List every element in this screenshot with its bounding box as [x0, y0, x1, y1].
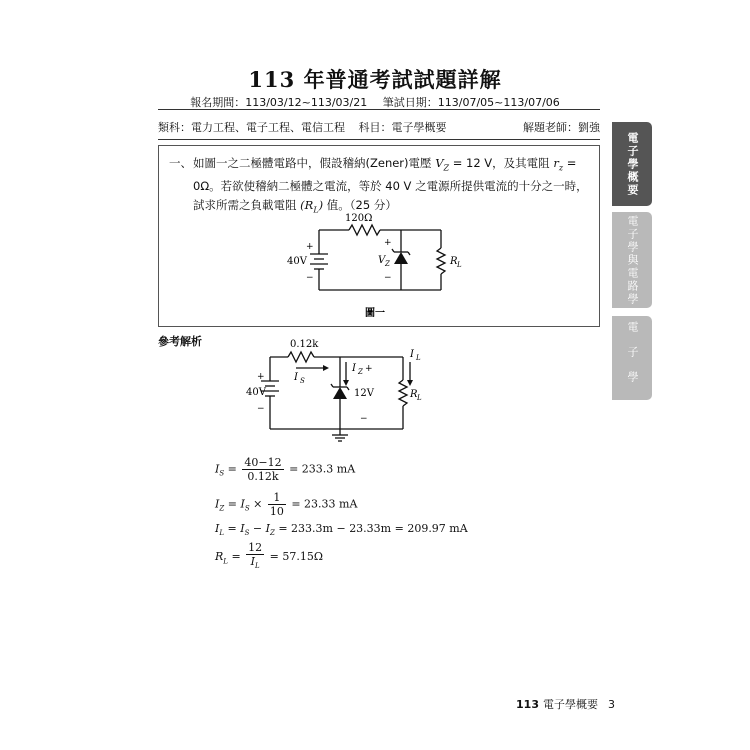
zener-diode-symbol [394, 252, 408, 264]
eq2-numerator: 1 [268, 491, 286, 505]
eq2-result: = 23.33 mA [291, 497, 358, 511]
equation-iz: $I_Z = I_S$ × $\frac{1}{10}$ = 23.33 mA [215, 491, 358, 518]
equation-il: $I_L = I_S - I_Z = 233.3m - 23.33m = 209.97$ mA [215, 522, 468, 538]
is-arrow-head [323, 365, 329, 371]
figure-1-circuit [279, 208, 479, 323]
fig1-minus: − [306, 273, 314, 283]
fig2-load-label: R [410, 389, 418, 400]
question-part4: 值。（25 分） [326, 198, 397, 213]
eq3-rhs: = 233.3m − 23.33m = 209.97 mA [278, 522, 468, 535]
solution-label: 參考解析 [158, 335, 202, 348]
fig2-iz-sub: Z [358, 368, 363, 376]
iz-arrow-head [343, 380, 349, 386]
exam-dates [150, 94, 600, 110]
eq4-result: = 57.15Ω [269, 550, 323, 564]
fig1-plus: + [306, 242, 314, 252]
category: 類科：電力工程、電子工程、電信工程 [158, 121, 345, 134]
eq1-result: = 233.3 mA [289, 462, 356, 476]
fig2-zener-voltage: 12V [354, 388, 374, 399]
question-part2: ，及其電阻 [492, 156, 550, 170]
page-title: 113 年普通考試試題詳解 [248, 67, 502, 92]
il-arrow-head [407, 380, 413, 386]
fig1-load-sub: L [457, 261, 462, 269]
figure-2-circuit [228, 335, 428, 450]
eq4-denominator: $I_L$ [250, 555, 260, 571]
meta-line [158, 119, 600, 135]
eq4-numerator: 12 [248, 541, 263, 554]
fig2-iz-plus: + [365, 364, 373, 374]
fig1-zener-label: V [378, 255, 386, 266]
equation-rl: $R_L$ = $\frac{12}{I_L}$ = 57.15Ω [215, 541, 323, 573]
rz-symbol: $r_z$ [553, 156, 564, 173]
question-box [158, 145, 600, 327]
eq2-denominator: 10 [269, 505, 284, 518]
fig2-resistor-label: 0.12k [290, 339, 319, 350]
fig2-is-sub: S [300, 377, 305, 385]
fig1-caption: 圖一 [365, 308, 385, 319]
meta-rule [158, 139, 600, 140]
fig1-source: 40V [287, 256, 307, 267]
header-rule [158, 109, 600, 110]
page-number: 3 [608, 698, 615, 711]
question-part3: 。若欲使稽納二極體之電流，等於 40 V 之電源所提供電流的十分之一時，試求所需之負載電阻 [193, 179, 588, 213]
tab-electronics-and-circuits[interactable]: 電子學與電路學 [612, 212, 652, 308]
question-number: 一、 [169, 156, 192, 170]
registration-period: 報名期間：113/03/12~113/03/21 [190, 96, 368, 109]
eq1-denominator: 0.12k [247, 470, 279, 483]
fig2-source: 40V [246, 387, 266, 398]
fig2-il-label: I [410, 349, 414, 360]
question-part1: 如圖一之二極體電路中，假設稽納(Zener)電壓 [193, 156, 432, 170]
tab-electronics[interactable]: 電子學 [612, 316, 652, 400]
fig1-zener-plus: + [384, 238, 392, 248]
fig2-zener-minus: − [360, 414, 368, 424]
fig1-resistor-label: 120Ω [345, 213, 373, 224]
fig1-load-label: R [450, 256, 458, 267]
fig2-minus: − [257, 404, 265, 414]
footer-year: 113 [516, 698, 539, 711]
vz-value: = 12 V [452, 156, 493, 170]
fig2-il-sub: L [416, 354, 421, 362]
fig2-is-label: I [294, 372, 298, 383]
exam-date: 筆試日期：113/07/05~113/07/06 [382, 96, 560, 109]
zener-diode-symbol-2 [333, 387, 347, 399]
equation-is: $I_S$ = $\frac{40-12}{0.12k}$ = 233.3 mA [215, 456, 356, 483]
vz-symbol: $V_Z$ [435, 156, 450, 173]
eq1-numerator: 40−12 [244, 456, 282, 469]
fig2-plus: + [257, 372, 265, 382]
fig1-zener-minus: − [384, 273, 392, 283]
rz-value: = 0Ω [193, 156, 577, 194]
tab-electronics-summary[interactable]: 電子學概要 [612, 122, 652, 206]
teacher: 解題老師：劉強 [523, 121, 600, 134]
fig1-zener-sub: Z [385, 260, 390, 268]
page-footer [516, 696, 615, 712]
footer-subject: 電子學概要 [543, 698, 598, 711]
rl-symbol: $(R_L)$ [300, 198, 324, 215]
fig2-load-sub: L [417, 394, 422, 402]
fig2-iz-label: I [352, 363, 356, 374]
subject: 科目：電子學概要 [358, 121, 447, 134]
